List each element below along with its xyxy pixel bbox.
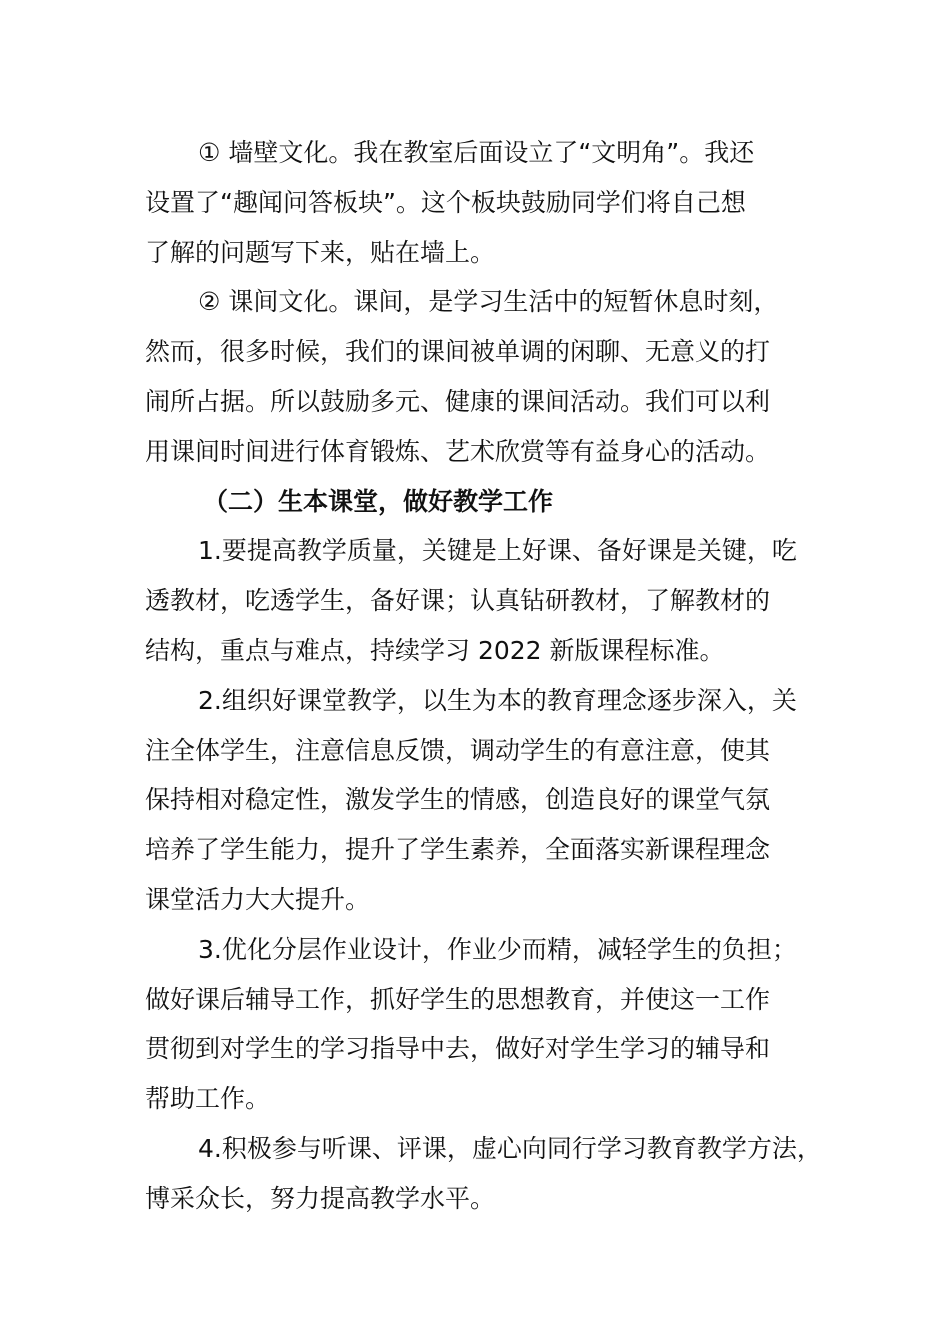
paragraph-line: 设置了“趣闻问答板块”。这个板块鼓励同学们将自己想 (145, 187, 746, 217)
paragraph-line: 课堂活力大大提升。 (145, 884, 371, 914)
paragraph-line: 帮助工作。 (145, 1084, 271, 1114)
paragraph-line: 1.要提高教学质量，关键是上好课、备好课是关键，吃 (198, 536, 797, 566)
paragraph-line: 了解的问题写下来，贴在墙上。 (145, 237, 496, 267)
paragraph-line: 3.优化分层作业设计，作业少而精，减轻学生的负担； (198, 934, 797, 964)
paragraph-line: 结构，重点与难点，持续学习 2022 新版课程标准。 (145, 635, 725, 665)
paragraph-line: 然而，很多时候，我们的课间被单调的闲聊、无意义的打 (145, 337, 771, 367)
paragraph-line: 保持相对稳定性，激发学生的情感，创造良好的课堂气氛 (145, 785, 771, 815)
document-body (145, 128, 835, 1224)
paragraph-line: 贯彻到对学生的学习指导中去，做好对学生学习的辅导和 (145, 1034, 771, 1064)
paragraph-line: 闹所占据。所以鼓励多元、健康的课间活动。我们可以利 (145, 386, 771, 416)
paragraph-line: 注全体学生，注意信息反馈，调动学生的有意注意，使其 (145, 735, 771, 765)
paragraph-line: 博采众长，努力提高教学水平。 (145, 1183, 496, 1213)
paragraph-line: 用课间时间进行体育锻炼、艺术欣赏等有益身心的活动。 (145, 436, 771, 466)
paragraph-line: 透教材，吃透学生，备好课；认真钻研教材，了解教材的 (145, 586, 771, 616)
paragraph-line: 4.积极参与听课、评课，虚心向同行学习教育教学方法， (198, 1133, 822, 1163)
paragraph-line: ② 课间文化。课间，是学习生活中的短暂休息时刻， (198, 287, 779, 317)
paragraph-line: 培养了学生能力，提升了学生素养，全面落实新课程理念 (145, 835, 771, 865)
section-heading: （二）生本课堂，做好教学工作 (203, 486, 554, 516)
paragraph-line: 2.组织好课堂教学，以生为本的教育理念逐步深入，关 (198, 685, 797, 715)
paragraph-line: ① 墙壁文化。我在教室后面设立了“文明角”。我还 (198, 138, 755, 167)
paragraph-line: 做好课后辅导工作，抓好学生的思想教育，并使这一工作 (145, 984, 771, 1014)
